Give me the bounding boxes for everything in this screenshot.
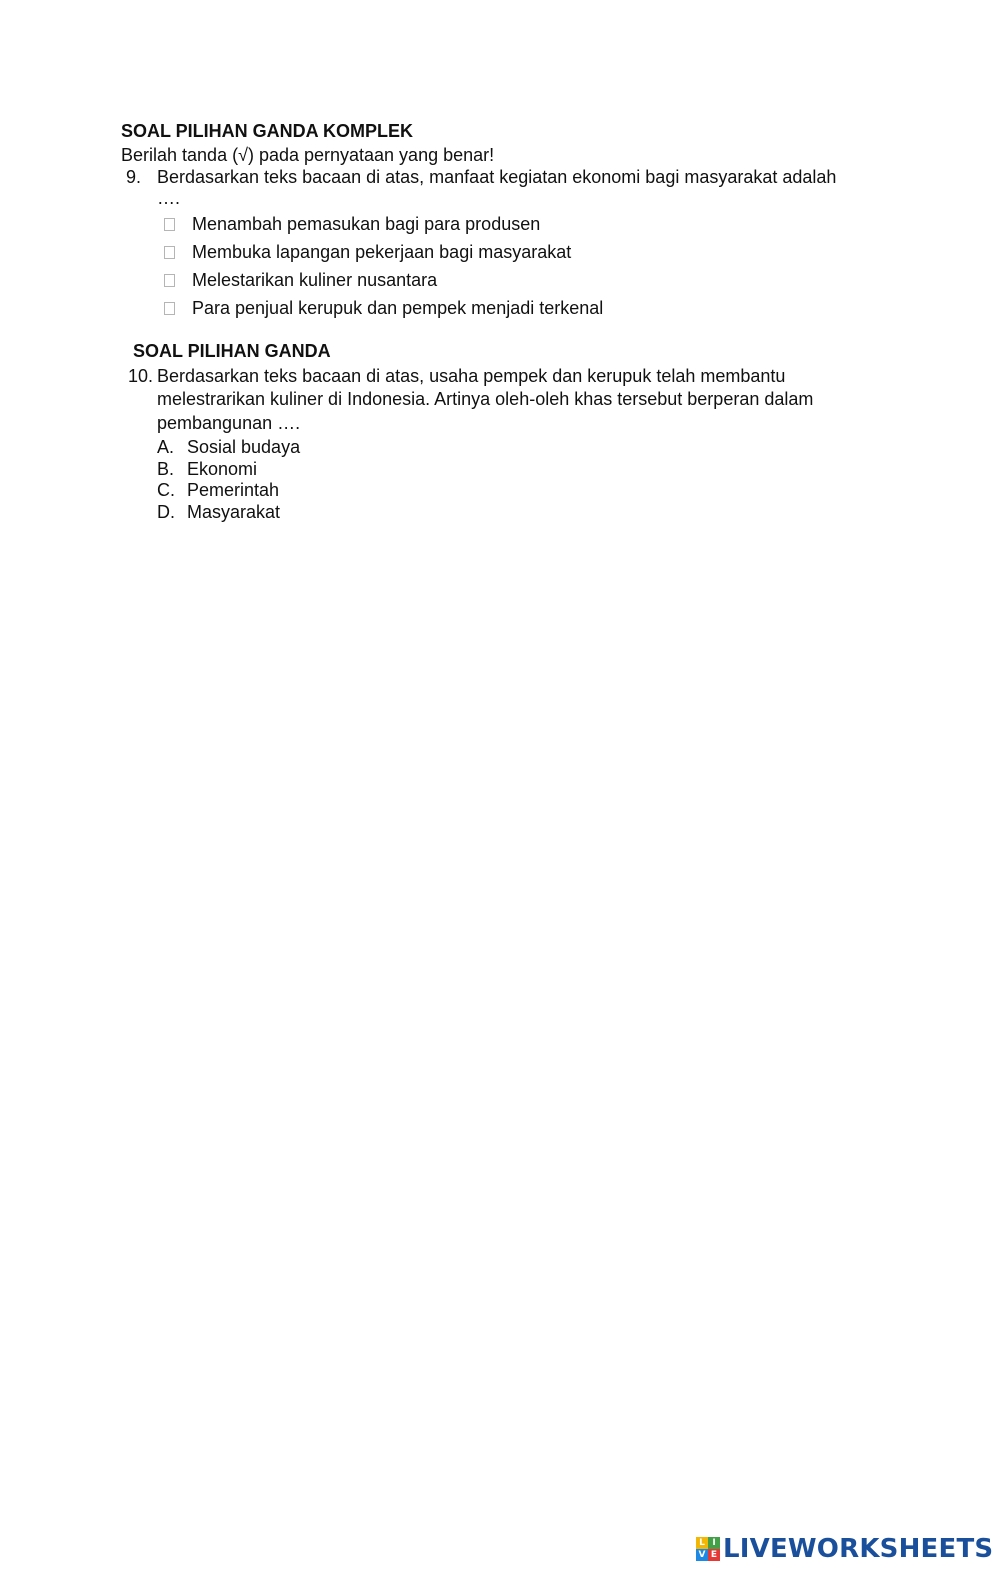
liveworksheets-logo-icon: [696, 1537, 720, 1561]
answer-option[interactable]: Masyarakat: [187, 502, 281, 522]
section-title-multiple-choice: SOAL PILIHAN GANDA: [133, 341, 331, 361]
question-10-line: melestrarikan kuliner di Indonesia. Artinya oleh-oleh khas tersebut berperan dalam: [157, 389, 814, 409]
option-text: Para penjual kerupuk dan pempek menjadi terkenal: [192, 298, 604, 318]
option-letter: D.: [157, 502, 175, 522]
answer-option[interactable]: Sosial budaya: [187, 437, 301, 457]
question-10-line: Berdasarkan teks bacaan di atas, usaha pempek dan kerupuk telah membantu: [157, 366, 786, 386]
logo-tile: E: [708, 1549, 720, 1561]
option-letter: B.: [157, 459, 175, 479]
answer-option[interactable]: Pemerintah: [187, 480, 280, 500]
option-checkbox[interactable]: [164, 218, 175, 231]
brand-name: LIVEWORKSHEETS: [723, 1534, 994, 1564]
option-letter: A.: [157, 437, 175, 457]
question-9-number: 9.: [126, 167, 142, 187]
logo-tile: L: [696, 1537, 708, 1549]
option-text: Melestarikan kuliner nusantara: [192, 270, 438, 290]
question-9-text: Berdasarkan teks bacaan di atas, manfaat kegiatan ekonomi bagi masyarakat adalah: [157, 167, 837, 187]
instruction-text: Berilah tanda (√) pada pernyataan yang benar!: [121, 145, 495, 165]
liveworksheets-brand: [696, 1533, 993, 1565]
question-10-line: pembangunan ….: [157, 413, 301, 433]
option-text: Menambah pemasukan bagi para produsen: [192, 214, 541, 234]
question-9-ellipsis: ….: [157, 188, 181, 208]
option-letter: C.: [157, 480, 175, 500]
logo-tile: I: [708, 1537, 720, 1549]
option-checkbox[interactable]: [164, 302, 175, 315]
option-checkbox[interactable]: [164, 246, 175, 259]
logo-tile: V: [696, 1549, 708, 1561]
option-text: Membuka lapangan pekerjaan bagi masyarakat: [192, 242, 572, 262]
answer-option[interactable]: Ekonomi: [187, 459, 258, 479]
question-10-number: 10.: [128, 366, 154, 386]
section-title-complex: SOAL PILIHAN GANDA KOMPLEK: [121, 121, 414, 141]
option-checkbox[interactable]: [164, 274, 175, 287]
